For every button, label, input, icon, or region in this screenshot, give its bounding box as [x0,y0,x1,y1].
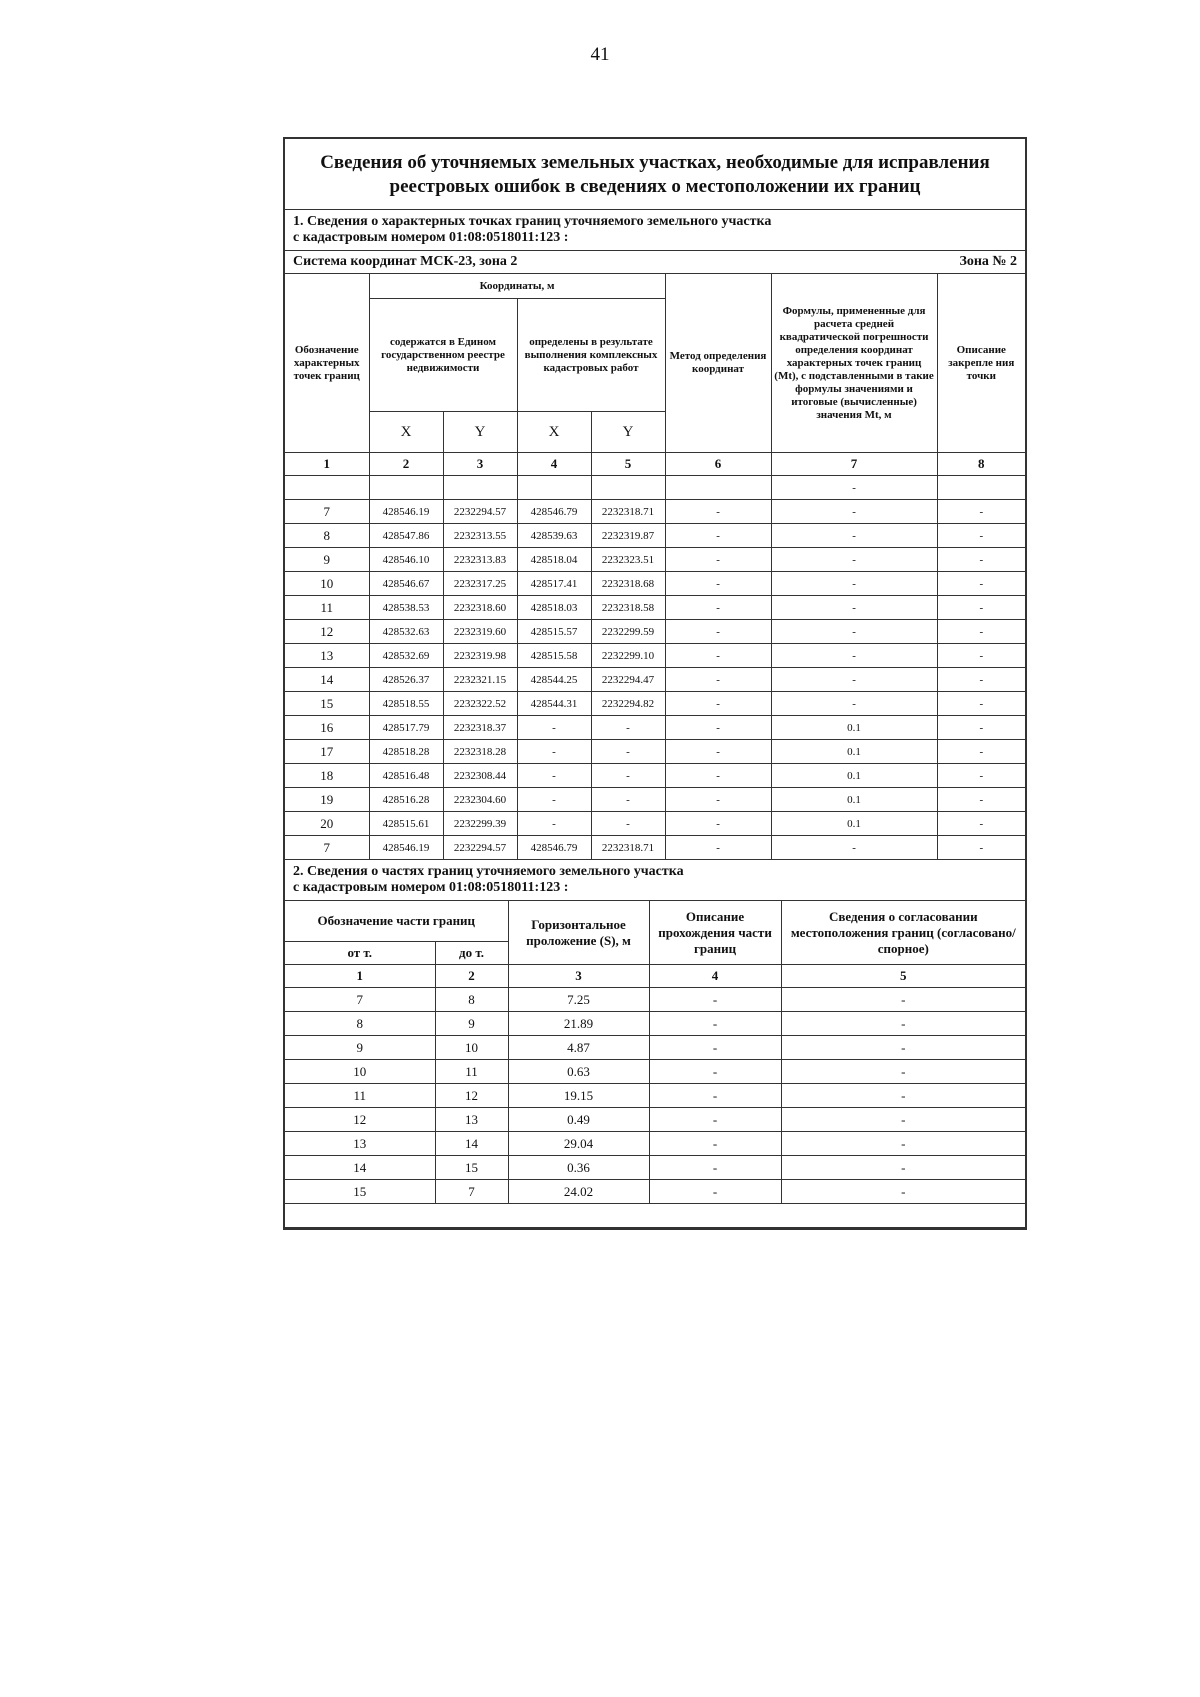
points-body [285,500,1025,860]
header-horizontal: Горизонтальное проложение (S), м [508,901,649,965]
table-cell: 428517.79 [369,716,443,740]
table-cell: - [591,764,665,788]
table-cell: 2232318.68 [591,572,665,596]
table-cell: 2232318.37 [443,716,517,740]
table-row [285,1132,1025,1156]
table-cell: 2232323.51 [591,548,665,572]
header-in-register: содержатся в Едином государственном реестре недвижимости [369,299,517,412]
header-formulas: Формулы, примененные для расчета средней квадратической погрешности определения координат характерных точек границ (Mt), с подставленными в такие формулы значениями и итоговые (вычисленные) значения Mt, м [771,274,937,453]
table-cell: 20 [285,812,369,836]
parts-body [285,988,1025,1204]
table-cell: 11 [285,1084,435,1108]
column-number: 5 [591,453,665,476]
table-cell: 428518.03 [517,596,591,620]
blank-cell [285,1204,1025,1228]
table-cell: 428546.19 [369,836,443,860]
table-cell: - [517,740,591,764]
column-number: 8 [937,453,1025,476]
page-number: 41 [590,44,610,65]
table-cell [443,476,517,500]
table-row [285,1012,1025,1036]
table-cell: - [781,1156,1025,1180]
table-cell: 428532.69 [369,644,443,668]
table-cell: 2232294.57 [443,500,517,524]
table-cell: - [771,836,937,860]
table-cell: 2232318.58 [591,596,665,620]
cadastral-document [283,137,1027,1230]
table-cell: - [665,668,771,692]
table-row [285,572,1025,596]
table-cell: 2232318.60 [443,596,517,620]
table-cell: - [937,524,1025,548]
table-cell: 0.1 [771,740,937,764]
table-cell: - [665,740,771,764]
table-cell: - [771,644,937,668]
table-cell: - [937,788,1025,812]
table-cell: 2232304.60 [443,788,517,812]
column-number: 1 [285,453,369,476]
table-cell: 428516.48 [369,764,443,788]
table-row [285,740,1025,764]
table-cell: - [781,988,1025,1012]
coordinate-system-label: Система координат МСК-23, зона 2 [293,254,518,269]
table-cell: - [771,620,937,644]
table-cell: 11 [435,1060,508,1084]
table-cell: - [665,644,771,668]
table-cell: - [937,572,1025,596]
table-cell: 9 [285,548,369,572]
column-number: 4 [649,965,781,988]
table-cell: - [771,524,937,548]
table-cell: 2232299.59 [591,620,665,644]
table-cell [937,476,1025,500]
header-method: Метод определения координат [665,274,771,453]
table-cell: 7.25 [508,988,649,1012]
table-cell: - [591,740,665,764]
table-cell: - [665,812,771,836]
column-number: 5 [781,965,1025,988]
table-cell: - [771,476,937,500]
table-cell: 12 [285,620,369,644]
points-empty-row [285,476,1025,500]
table-cell: 14 [285,1156,435,1180]
table-cell: - [665,500,771,524]
table-cell: 8 [285,1012,435,1036]
table-row [285,812,1025,836]
table-cell: 2232294.47 [591,668,665,692]
table-cell: 2232313.55 [443,524,517,548]
table-cell: 428546.67 [369,572,443,596]
table-cell: 2232308.44 [443,764,517,788]
table-row [285,716,1025,740]
table-cell: - [591,812,665,836]
table-cell: - [781,1132,1025,1156]
section2-heading [285,860,1025,901]
table-cell: 428518.04 [517,548,591,572]
table-row [285,548,1025,572]
table-cell: - [781,1108,1025,1132]
table-cell: - [649,1084,781,1108]
table-cell: 8 [285,524,369,548]
table-cell: 18 [285,764,369,788]
section1-heading-line2: с кадастровым номером 01:08:0518011:123 : [293,230,569,245]
table-row [285,500,1025,524]
table-cell: 0.1 [771,716,937,740]
document-title: Сведения об уточняемых земельных участках, необходимые для исправления реестровых ошибок в сведениях о местоположении их границ [285,139,1025,210]
table-cell: - [937,740,1025,764]
table-row [285,764,1025,788]
column-number: 1 [285,965,435,988]
table-cell: 9 [285,1036,435,1060]
header-determined: определены в результате выполнения комплексных кадастровых работ [517,299,665,412]
table-cell: 7 [435,1180,508,1204]
header-x-determined: X [517,412,591,453]
table-cell: 8 [435,988,508,1012]
table-cell: 0.63 [508,1060,649,1084]
table-cell [517,476,591,500]
table-row [285,1060,1025,1084]
table-cell: 428532.63 [369,620,443,644]
table-cell: 10 [285,1060,435,1084]
table-cell: 0.36 [508,1156,649,1180]
table-cell: - [937,548,1025,572]
table-row [285,524,1025,548]
table-cell: - [771,668,937,692]
table-cell: - [665,548,771,572]
table-cell: - [771,548,937,572]
table-cell: - [781,1180,1025,1204]
table-row [285,836,1025,860]
table-cell: - [665,788,771,812]
table-cell [369,476,443,500]
table-row [285,1036,1025,1060]
column-number: 6 [665,453,771,476]
table-cell [591,476,665,500]
table-cell: - [649,1036,781,1060]
table-row [285,620,1025,644]
table-cell: - [937,596,1025,620]
table-cell: 19 [285,788,369,812]
table-cell: 2232299.39 [443,812,517,836]
table-cell: - [937,692,1025,716]
table-cell: - [665,836,771,860]
table-cell: 15 [285,1180,435,1204]
table-cell: 9 [435,1012,508,1036]
table-cell: 12 [285,1108,435,1132]
table-cell: 428546.79 [517,836,591,860]
table-cell: - [665,596,771,620]
table-cell: 2232294.57 [443,836,517,860]
table-cell: 15 [285,692,369,716]
table-cell: 2232299.10 [591,644,665,668]
table-cell: 10 [285,572,369,596]
table-cell: - [937,668,1025,692]
table-cell: - [649,988,781,1012]
table-cell: 2232319.60 [443,620,517,644]
table-cell: 2232321.15 [443,668,517,692]
table-cell: 2232294.82 [591,692,665,716]
table-cell: - [937,500,1025,524]
table-cell: - [517,764,591,788]
table-cell: - [781,1036,1025,1060]
table-cell: 10 [435,1036,508,1060]
section2-heading-line1: 2. Сведения о частях границ уточняемого земельного участка [293,864,684,879]
table-row [285,1156,1025,1180]
table-cell: - [937,644,1025,668]
table-cell: - [665,764,771,788]
header-passage: Описание прохождения части границ [649,901,781,965]
table-cell: - [591,716,665,740]
table-cell: 428546.79 [517,500,591,524]
table-cell: - [517,716,591,740]
header-agreement: Сведения о согласовании местоположения границ (согласовано/спорное) [781,901,1025,965]
header-y-register: Y [443,412,517,453]
table-cell: 428518.55 [369,692,443,716]
table-cell: 428515.57 [517,620,591,644]
table-cell: 2232318.71 [591,836,665,860]
table-cell: 2232319.98 [443,644,517,668]
table-cell: 0.49 [508,1108,649,1132]
table-cell: 11 [285,596,369,620]
table-cell: 7 [285,500,369,524]
table-row [285,644,1025,668]
table-cell: - [649,1108,781,1132]
table-cell: 428539.63 [517,524,591,548]
table-cell: - [665,692,771,716]
table-cell: 0.1 [771,788,937,812]
table-cell: 428516.28 [369,788,443,812]
table-cell: - [937,716,1025,740]
table-cell: 428518.28 [369,740,443,764]
table-row [285,1084,1025,1108]
table-cell: - [649,1012,781,1036]
table-cell: 21.89 [508,1012,649,1036]
table-cell: - [665,620,771,644]
table-cell: 2232318.28 [443,740,517,764]
table-cell: - [665,716,771,740]
zone-label: Зона № 2 [959,254,1017,269]
section2-heading-line2: с кадастровым номером 01:08:0518011:123 : [293,880,569,895]
table-cell: 0.1 [771,812,937,836]
table-cell: - [649,1132,781,1156]
table-row [285,788,1025,812]
table-cell: 2232317.25 [443,572,517,596]
column-number: 2 [369,453,443,476]
table-cell: 428515.61 [369,812,443,836]
parts-header-row-1 [285,901,1025,942]
header-y-determined: Y [591,412,665,453]
table-cell: 2232319.87 [591,524,665,548]
boundary-parts-table [285,901,1025,1228]
table-row [285,1180,1025,1204]
table-cell: 428544.25 [517,668,591,692]
table-cell: 428546.19 [369,500,443,524]
table-cell: 2232318.71 [591,500,665,524]
table-cell: 13 [285,1132,435,1156]
table-cell: 13 [435,1108,508,1132]
table-row [285,988,1025,1012]
table-cell [665,476,771,500]
table-cell: 13 [285,644,369,668]
table-cell: 15 [435,1156,508,1180]
column-number: 3 [443,453,517,476]
boundary-points-table [285,274,1025,860]
table-cell: - [591,788,665,812]
table-row [285,692,1025,716]
table-cell: - [781,1012,1025,1036]
table-cell: 12 [435,1084,508,1108]
table-cell: - [937,620,1025,644]
table-cell: 428517.41 [517,572,591,596]
table-cell: 19.15 [508,1084,649,1108]
table-cell: - [771,596,937,620]
table-cell: - [937,812,1025,836]
table-cell: - [937,764,1025,788]
table-cell [285,476,369,500]
header-part-designation: Обозначение части границ [285,901,508,942]
header-description: Описание закрепле ния точки [937,274,1025,453]
table-cell: - [649,1156,781,1180]
table-row [285,1108,1025,1132]
table-cell: 29.04 [508,1132,649,1156]
table-cell: - [517,788,591,812]
points-header-row-1 [285,274,1025,299]
table-row [285,596,1025,620]
table-cell: 428526.37 [369,668,443,692]
table-cell: 428515.58 [517,644,591,668]
table-cell: 428547.86 [369,524,443,548]
table-cell: - [649,1180,781,1204]
table-cell: - [781,1060,1025,1084]
points-column-numbers [285,453,1025,476]
table-cell: 7 [285,836,369,860]
header-x-register: X [369,412,443,453]
table-cell: - [771,572,937,596]
table-cell: 14 [435,1132,508,1156]
header-designation: Обозначение характерных точек границ [285,274,369,453]
table-cell: - [937,836,1025,860]
column-number: 4 [517,453,591,476]
table-cell: 7 [285,988,435,1012]
column-number: 2 [435,965,508,988]
table-cell: 0.1 [771,764,937,788]
table-cell: 4.87 [508,1036,649,1060]
table-cell: 17 [285,740,369,764]
header-to: до т. [435,942,508,965]
table-cell: 428538.53 [369,596,443,620]
parts-column-numbers [285,965,1025,988]
table-cell: - [781,1084,1025,1108]
table-cell: 2232313.83 [443,548,517,572]
column-number: 3 [508,965,649,988]
coordinate-system-row [285,251,1025,274]
header-from: от т. [285,942,435,965]
header-coordinates: Координаты, м [369,274,665,299]
table-cell: 16 [285,716,369,740]
table-cell: - [649,1060,781,1084]
table-cell: 428544.31 [517,692,591,716]
table-cell: 24.02 [508,1180,649,1204]
table-cell: - [771,692,937,716]
table-row [285,668,1025,692]
table-cell: 428546.10 [369,548,443,572]
parts-blank-row [285,1204,1025,1228]
column-number: 7 [771,453,937,476]
table-cell: - [771,500,937,524]
table-cell: 14 [285,668,369,692]
section1-heading-line1: 1. Сведения о характерных точках границ уточняемого земельного участка [293,214,772,229]
section1-heading [285,210,1025,251]
table-cell: - [665,524,771,548]
table-cell: - [665,572,771,596]
table-cell: - [517,812,591,836]
table-cell: 2232322.52 [443,692,517,716]
